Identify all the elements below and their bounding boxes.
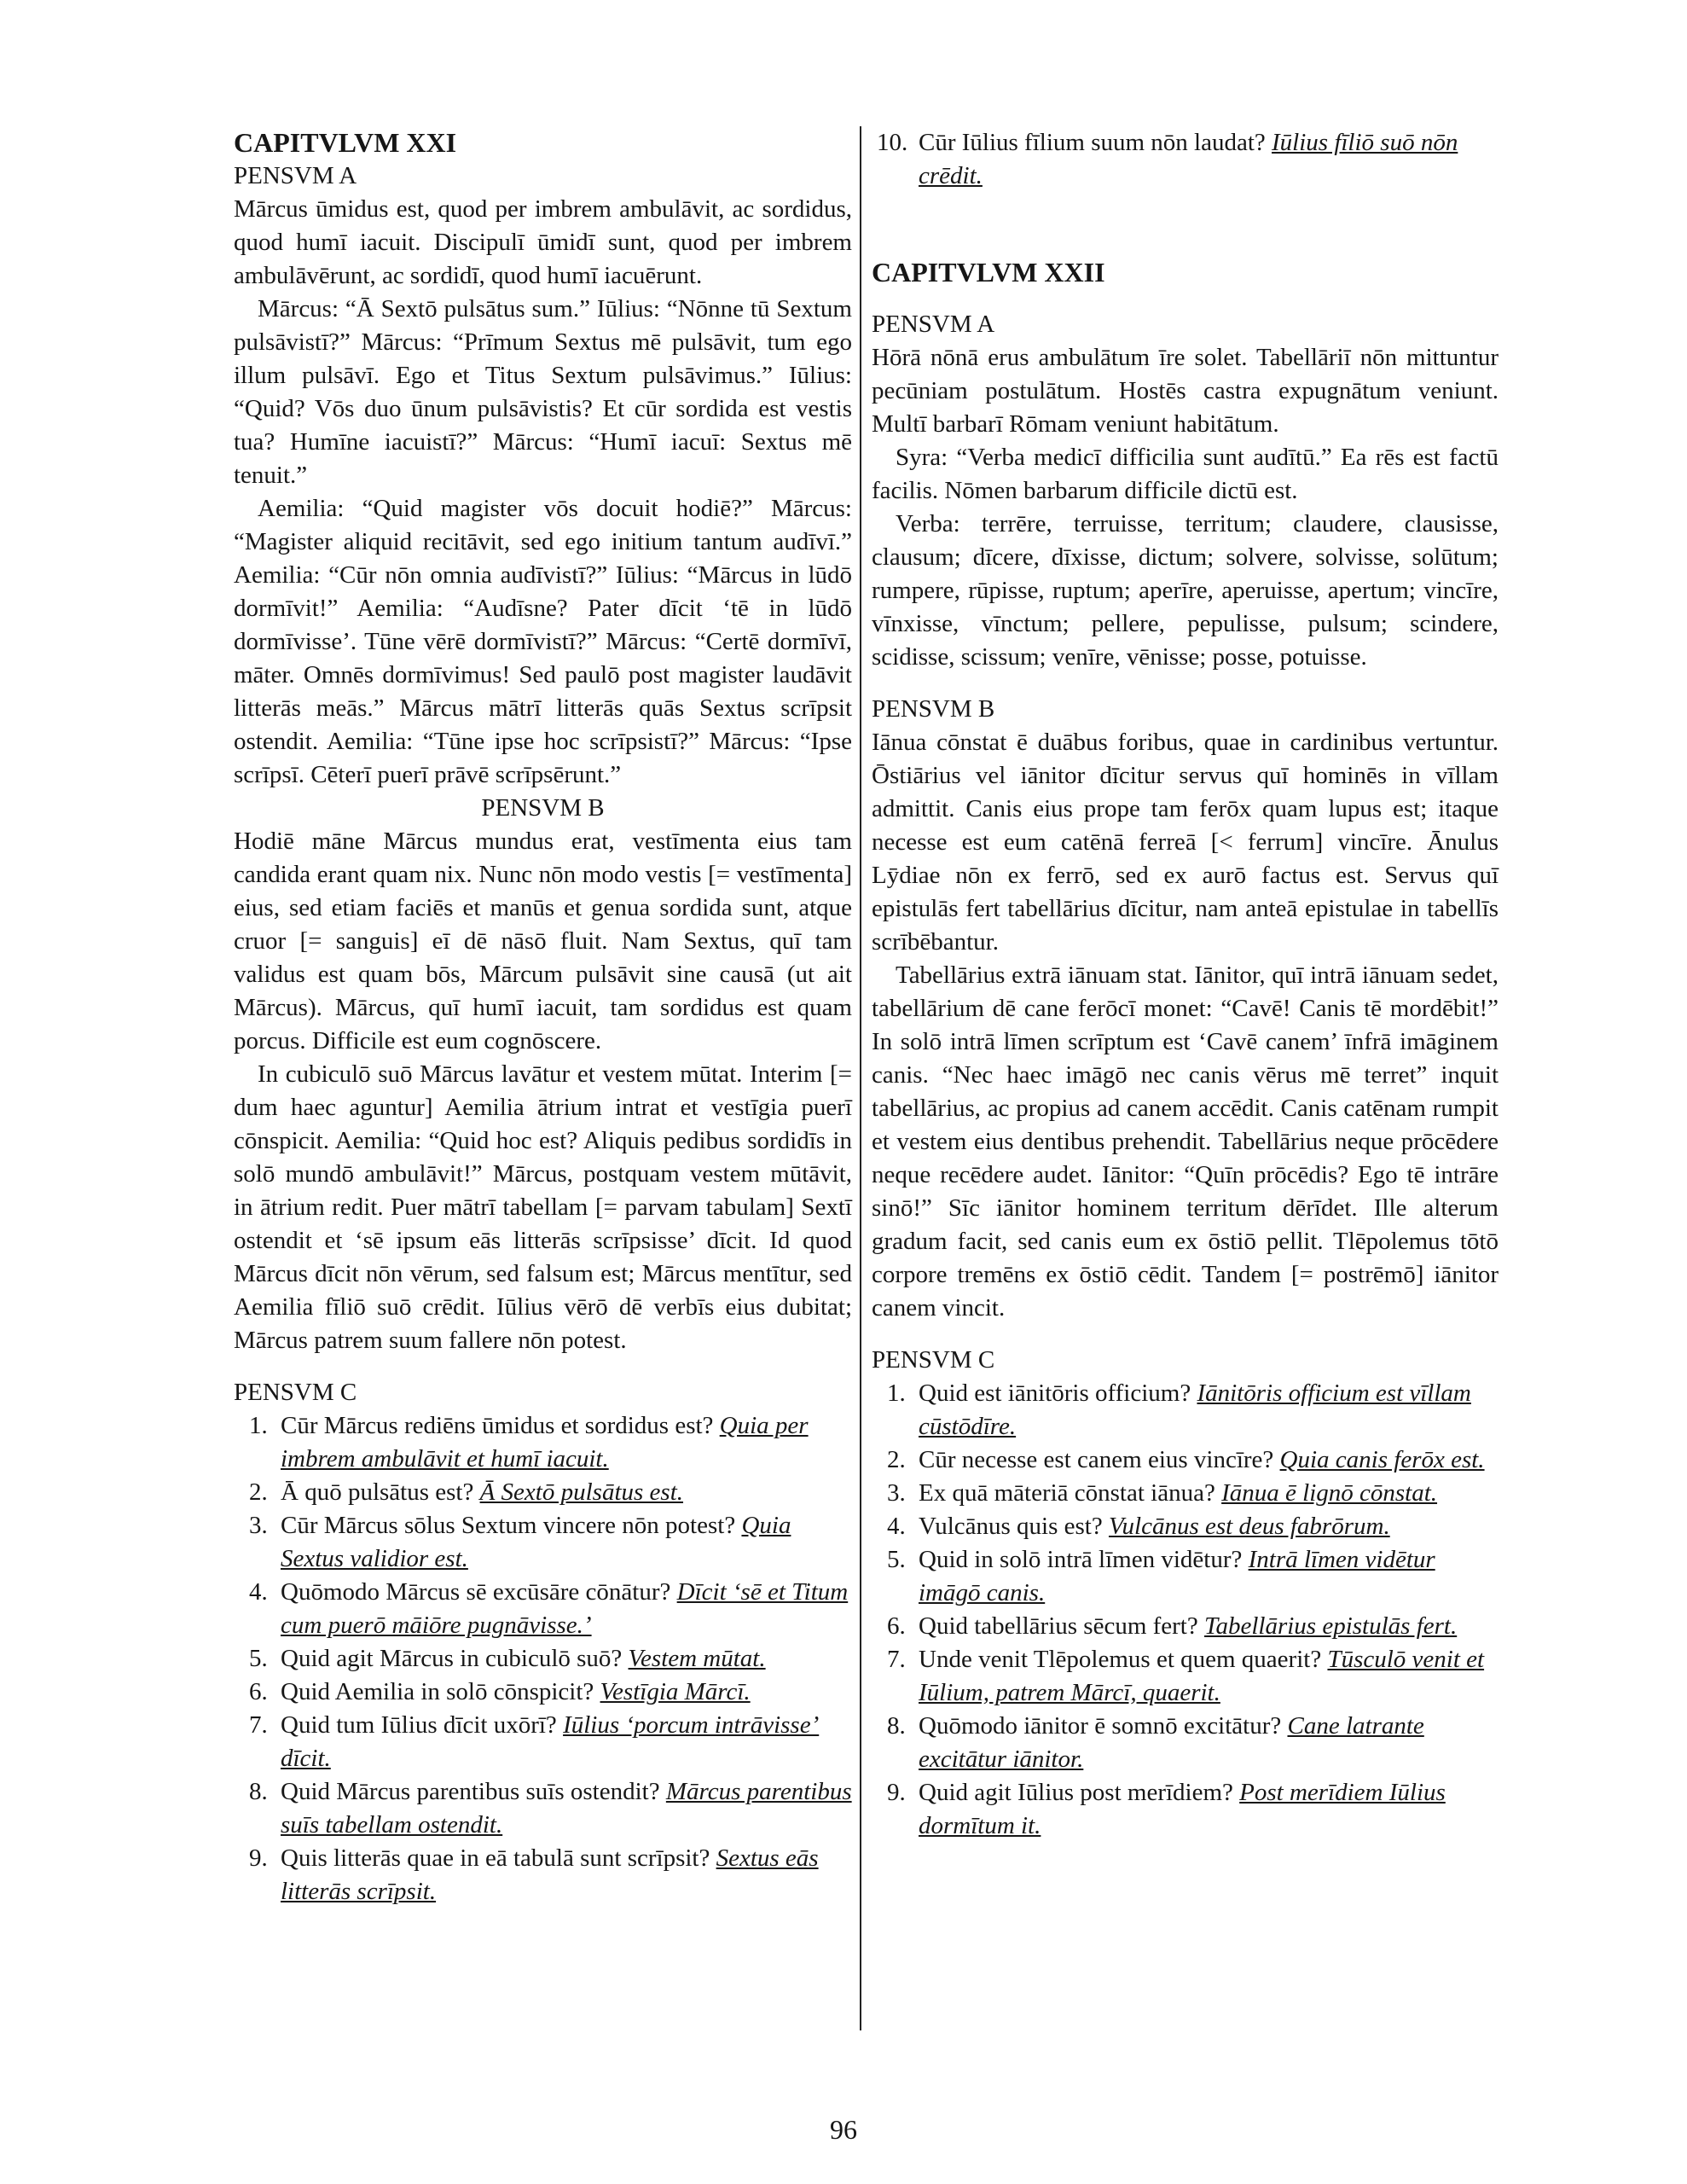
question-text: Quid in solō intrā līmen vidētur? [919,1546,1249,1573]
answer-text: Iānua ē lignō cōnstat. [1221,1479,1438,1507]
question-text: Quid Aemilia in solō cōnspicit? [281,1678,600,1705]
answer-text: Ā Sextō pulsātus est. [479,1478,684,1506]
pensum-b-paragraph: Tabellārius extrā iānuam stat. Iānitor, quī intrā iānuam sedet, tabellārium dē cane ferōcī monet: “Cavē! Canis tē mordēbit!” In solō intrā līmen scrīptum est ‘Cavē canem’ īnfrā imāginem canis. “Nec haec imāgō nec canis vērus mē terret” inquit tabellārius, ac propius ad canem accēdit. Canis catēnam rumpit et vestem eius dentibus prehendit. Tabellārius neque prōcēdere neque recēdere audet. Iānitor: “Quīn prōcēdis? Ego tē intrāre sinō!” Sīc iānitor hominem territum dērīdet. Ille alterum gradum facit, sed canis eum ex ōstiō pellit. Tlēpolemus tōtō corpore tremēns ex ōstiō cēdit. Tandem [= postrēmō] iānitor canem vincit. [872,961,1499,1321]
question-number: 10. [877,129,908,156]
left-column [234,126,852,1908]
question-text: Quōmodo iānitor ē somnō excitātur? [919,1712,1288,1740]
pensum-a-paragraph: Verba: terrēre, terruisse, territum; claudere, clausisse, clausum; dīcere, dīxisse, dictum; solvere, solvisse, solūtum; rumpere, rūpisse, ruptum; aperīre, aperuisse, apertum; vincīre, vīnxisse, vīnctum; pellere, pepulisse, pulsum; scindere, scidisse, scissum; venīre, vēnisse; posse, potuisse. [872,510,1499,671]
question-item [872,1710,1499,1776]
question-text: Cūr Mārcus rediēns ūmidus et sordidus est? [281,1412,720,1439]
question-number: 4. [887,1513,906,1540]
answer-text: Cane latrante excitātur iānitor. [919,1712,1424,1773]
answer-text: Vestem mūtat. [628,1645,766,1672]
answer-text: Post merīdiem Iūlius dormītum it. [919,1779,1446,1839]
question-list [872,1377,1499,1843]
question-number: 4. [249,1578,268,1606]
answer-text: Mārcus parentibus suīs tabellam ostendit. [281,1778,852,1838]
question-text: Quid tabellārius sēcum fert? [919,1612,1204,1640]
question-number: 2. [249,1478,268,1506]
question-text: Ex quā māteriā cōnstat iānua? [919,1479,1222,1507]
question-item [234,1509,852,1576]
pensum-c-heading: PENSVM C [234,1379,357,1406]
pensum-a-paragraph: Mārcus: “Ā Sextō pulsātus sum.” Iūlius: “Nōnne tū Sextum pulsāvistī?” Mārcus: “Prīmum Sextus mē pulsāvit, tum ego illum pulsāvī. Ego et Titus Sextum pulsāvimus.” Iūlius: “Quid? Vōs duo ūnum pulsāvistis? Et cūr sordida est vestis tua? Humīne iacuistī?” Mārcus: “Humī iacuī: Sextus mē tenuit.” [234,295,852,489]
answer-text: Tūsculō venit et Iūlium, patrem Mārcī, quaerit. [919,1646,1485,1706]
question-number: 9. [887,1779,906,1806]
question-item [234,1576,852,1642]
question-number: 6. [249,1678,268,1705]
question-text: Quis litterās quae in eā tabulā sunt scrīpsit? [281,1844,716,1872]
pensum-a-paragraph: Syra: “Verba medicī difficilia sunt audītū.” Ea rēs est factū facilis. Nōmen barbarum difficile dictū est. [872,444,1499,504]
question-text: Cūr Mārcus sōlus Sextum vincere nōn potest? [281,1512,742,1539]
question-text: Cūr necesse est canem eius vincīre? [919,1446,1280,1473]
chapter-title-xxi: CAPITVLVM XXI [234,127,457,158]
question-number: 3. [887,1479,906,1507]
question-item [234,1642,852,1676]
pensum-b-paragraph: Hodiē māne Mārcus mundus erat, vestīmenta eius tam candida erant quam nix. Nunc nōn modo vestis [= vestīmenta] eius, sed etiam faciēs et manūs et genua sordida sunt, atque cruor [= sanguis] eī dē nāsō fluit. Nam Sextus, quī tam validus est quam bōs, Mārcum pulsāvit sine causā (ut ait Mārcus). Mārcus, quī humī iacuit, tam sordidus est quam porcus. Difficile est eum cognōscere. [234,828,852,1054]
question-text: Ā quō pulsātus est? [281,1478,480,1506]
question-number: 6. [887,1612,906,1640]
question-text: Unde venit Tlēpolemus et quem quaerit? [919,1646,1328,1673]
question-item [872,1610,1499,1643]
question-number: 3. [249,1512,268,1539]
pensum-a-paragraph: Hōrā nōnā erus ambulātum īre solet. Tabellāriī nōn mittuntur pecūniam postulātum. Hostēs castra expugnātum veniunt. Multī barbarī Rōmam veniunt habitātum. [872,344,1499,438]
chapter-title-xxii: CAPITVLVM XXII [872,257,1105,288]
answer-text: Iūlius fīliō suō nōn crēdit. [919,129,1458,189]
answer-text: Quia canis ferōx est. [1279,1446,1485,1473]
question-text: Cūr Iūlius fīlium suum nōn laudat? [919,129,1272,156]
pensum-a-heading: PENSVM A [872,311,995,338]
question-number: 8. [887,1712,906,1740]
question-item [872,1776,1499,1843]
pensum-c-heading: PENSVM C [872,1346,995,1374]
question-item [234,1676,852,1709]
pensum-b-paragraph: In cubiculō suō Mārcus lavātur et vestem mūtat. Interim [= dum haec aguntur] Aemilia ātrium intrat et vestīgia puerī cōnspicit. Aemilia: “Quid hoc est? Aliquis pedibus sordidīs in solō mundō ambulāvit!” Mārcus, postquam vestem mūtāvit, in ātrium redit. Puer mātrī tabellam [= parvam tabulam] Sextī ostendit et ‘sē ipsum eās litterās scrīpsisse’ dīcit. Id quod Mārcus dīcit nōn vērum, sed falsum est; Mārcus mentītur, sed Aemilia fīliō suō crēdit. Iūlius vērō dē verbīs eius dubitat; Mārcus patrem suum fallere nōn potest. [234,1060,852,1354]
pensum-a-paragraph: Mārcus ūmidus est, quod per imbrem ambulāvit, ac sordidus, quod humī iacuit. Discipulī ūmidī sunt, quod per imbrem ambulāvērunt, ac sordidī, quod humī iacuērunt. [234,195,852,289]
answer-text: Tabellārius epistulās fert. [1204,1612,1458,1640]
pensum-a-paragraph: Aemilia: “Quid magister vōs docuit hodiē?” Mārcus: “Magister aliquid recitāvit, sed ego initium tantum audīvī.” Aemilia: “Cūr nōn omnia audīvistī?” Iūlius: “Mārcus in lūdō dormīvit!” Aemilia: “Audīsne? Pater dīcit ‘tē in lūdō dormīvisse’. Tūne vērē dormīvistī?” Mārcus: “Certē dormīvī, māter. Omnēs dormīvimus! Sed paulō post magister laudāvit litterās meās.” Mārcus mātrī litterās quās Sextus scrīpsit ostendit. Aemilia: “Tūne ipse hoc scrīpsistī?” Mārcus: “Ipse scrīpsī. Cēterī puerī prāvē scrīpsērunt.” [234,495,852,788]
question-item [872,1377,1499,1443]
question-text: Quōmodo Mārcus sē excūsāre cōnātur? [281,1578,677,1606]
question-item [872,1510,1499,1543]
pensum-a-heading: PENSVM A [234,162,357,189]
question-item [872,1443,1499,1477]
question-item [872,1643,1499,1710]
question-number: 5. [249,1645,268,1672]
answer-text: Iānitōris officium est vīllam cūstōdīre. [919,1380,1471,1440]
question-number: 8. [249,1778,268,1805]
question-number: 7. [249,1711,268,1739]
question-number: 7. [887,1646,906,1673]
answer-text: Quia per imbrem ambulāvit et humī iacuit. [281,1412,809,1472]
question-item [234,1709,852,1775]
question-text: Vulcānus quis est? [919,1513,1109,1540]
question-item [234,1842,852,1908]
answer-text: Dīcit ‘sē et Titum cum puerō māiōre pugnāvisse.’ [281,1578,849,1639]
question-item [872,1543,1499,1610]
question-item [234,1476,852,1509]
answer-text: Intrā līmen vidētur imāgō canis. [919,1546,1435,1606]
pensum-b-heading: PENSVM B [872,695,995,723]
right-column [872,126,1499,1843]
question-text: Quid tum Iūlius dīcit uxōrī? [281,1711,564,1739]
page-number: 96 [830,2114,857,2145]
column-divider [860,126,861,2030]
question-text: Quid est iānitōris officium? [919,1380,1197,1407]
question-item [234,1409,852,1476]
answer-text: Vestīgia Mārcī. [600,1678,751,1705]
answer-text: Quia Sextus validior est. [281,1512,791,1572]
question-number: 9. [249,1844,268,1872]
pensum-b-heading: PENSVM B [481,794,605,822]
answer-text: Vulcānus est deus fabrōrum. [1108,1513,1390,1540]
answer-text: Sextus eās litterās scrīpsit. [281,1844,819,1905]
pensum-b-paragraph: Iānua cōnstat ē duābus foribus, quae in cardinibus vertuntur. Ōstiārius vel iānitor dīcitur servus quī hominēs in vīllam admittit. Canis eius prope tam ferōx quam lupus est; itaque necesse est eum catēnā ferreā [< ferrum] vincīre. Ānulus Lȳdiae nōn ex ferrō, sed ex aurō factus est. Servus quī epistulās fert tabellārius dīcitur, nam anteā epistulae in tabellīs scrībēbantur. [872,729,1499,956]
question-list-continued [872,126,1499,193]
question-text: Quid agit Mārcus in cubiculō suō? [281,1645,629,1672]
question-list [234,1409,852,1908]
question-number: 1. [887,1380,906,1407]
question-text: Quid agit Iūlius post merīdiem? [919,1779,1240,1806]
question-number: 2. [887,1446,906,1473]
question-text: Quid Mārcus parentibus suīs ostendit? [281,1778,666,1805]
question-item [872,1477,1499,1510]
question-item [872,126,1499,193]
answer-text: Iūlius ‘porcum intrāvisse’ dīcit. [281,1711,820,1772]
question-number: 1. [249,1412,268,1439]
question-number: 5. [887,1546,906,1573]
question-item [234,1775,852,1842]
